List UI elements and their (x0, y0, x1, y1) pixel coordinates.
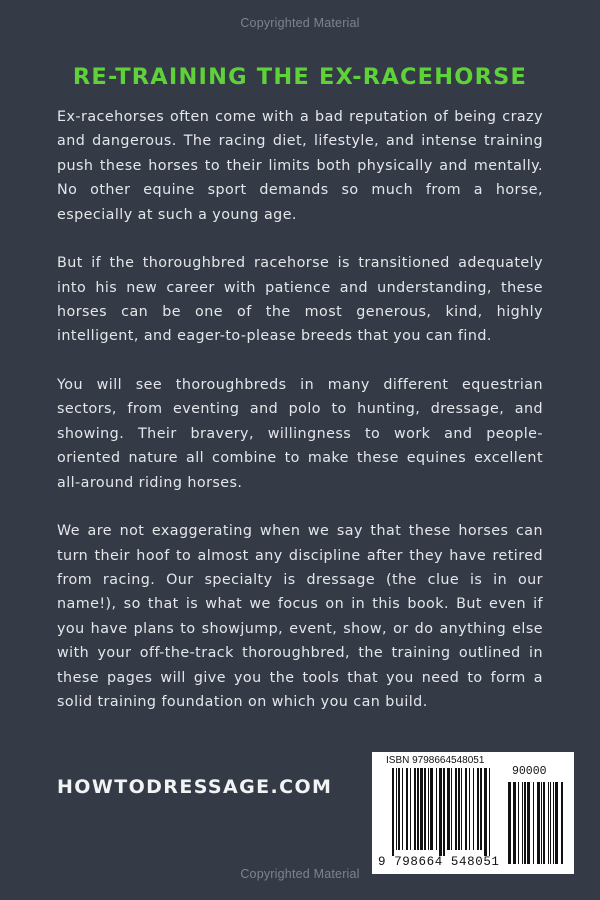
isbn-digits: 9 798664 548051 (378, 855, 500, 869)
barcode-bar (473, 768, 474, 850)
barcode-bar (533, 782, 534, 864)
barcode-bar (555, 782, 558, 864)
barcode-bar (414, 768, 416, 850)
barcode-bar (527, 782, 530, 864)
blurb-paragraph-2: But if the thoroughbred racehorse is transitioned adequately into his new career with patience and understanding, these horses can be one of the most generous, kind, highly intelligent, and eager-to-please breeds that you can find. (57, 255, 543, 345)
barcode-bar (524, 782, 526, 864)
barcode-bar (406, 768, 408, 850)
blurb-paragraph-1: Ex-racehorses often come with a bad reputation of being crazy and dangerous. The racing diet, lifestyle, and intense training push these horses to their limits both physically and mentally. No other equine sport demands so much from a horse, especially at such a young age. (57, 109, 543, 223)
barcode-bar (541, 782, 542, 864)
barcode-bar (447, 768, 450, 850)
blurb-paragraph-4: We are not exaggerating when we say that these horses can turn their hoof to almost any discipline after they have retired from racing. Our specialty is dressage (the clue is in our name!), so that is what we focus on in this book. But even if you have plans to showjump, event, show, or do anything else with your off-the-track thoroughbred, the training outlined in these pages will give you the tools that you need to form a solid training foundation on which you can build. (57, 523, 543, 711)
barcode-bar (402, 768, 403, 850)
barcode-bar (477, 768, 479, 850)
barcode-bar (443, 768, 445, 856)
barcode-bar (465, 768, 467, 850)
barcode-bar (513, 782, 516, 864)
price-code: 90000 (512, 765, 547, 778)
barcode-bar (420, 768, 423, 850)
isbn-barcode (372, 752, 574, 874)
barcode-bar (518, 782, 519, 864)
barcode-bar (458, 768, 460, 850)
barcode-bar (508, 782, 511, 864)
addon-barcode-bars (508, 782, 563, 864)
barcode-bar (461, 768, 462, 850)
barcode-bar (439, 768, 442, 856)
barcode-bar (398, 768, 400, 850)
barcode-bar (469, 768, 470, 850)
barcode-bar (428, 768, 429, 850)
blurb (57, 105, 543, 739)
barcode-bar (430, 768, 433, 850)
barcode-bar (480, 768, 482, 850)
main-barcode-bars (392, 768, 490, 856)
barcode-bar (550, 782, 551, 864)
barcode-bar (396, 768, 397, 850)
barcode-bar (455, 768, 457, 850)
barcode-bar (548, 782, 549, 864)
barcode-bar (451, 768, 452, 850)
barcode-bar (417, 768, 419, 850)
cover-title: RE-TRAINING THE EX-RACEHORSE (72, 64, 528, 90)
copyright-watermark-top: Copyrighted Material (240, 16, 360, 30)
barcode-bar (537, 782, 540, 864)
barcode-bar (410, 768, 411, 850)
barcode-bar (489, 768, 490, 856)
website-url: HOWTODRESSAGE.COM (57, 776, 333, 798)
blurb-paragraph-3: You will see thoroughbreds in many different equestrian sectors, from eventing and polo to hunting, dressage, and showing. Their bravery, willingness to work and people-oriented nature all combine to make these equines excellent all-around riding horses. (57, 377, 543, 491)
barcode-bar (392, 768, 394, 856)
barcode-bar (553, 782, 554, 864)
copyright-watermark-bottom: Copyrighted Material (240, 867, 360, 881)
barcode-bar (543, 782, 545, 864)
barcode-bar (436, 768, 437, 850)
barcode-bar (424, 768, 426, 850)
barcode-bar (561, 782, 563, 864)
barcode-bar (522, 782, 523, 864)
barcode-bar (484, 768, 487, 856)
isbn-label: ISBN 9798664548051 (386, 755, 485, 766)
